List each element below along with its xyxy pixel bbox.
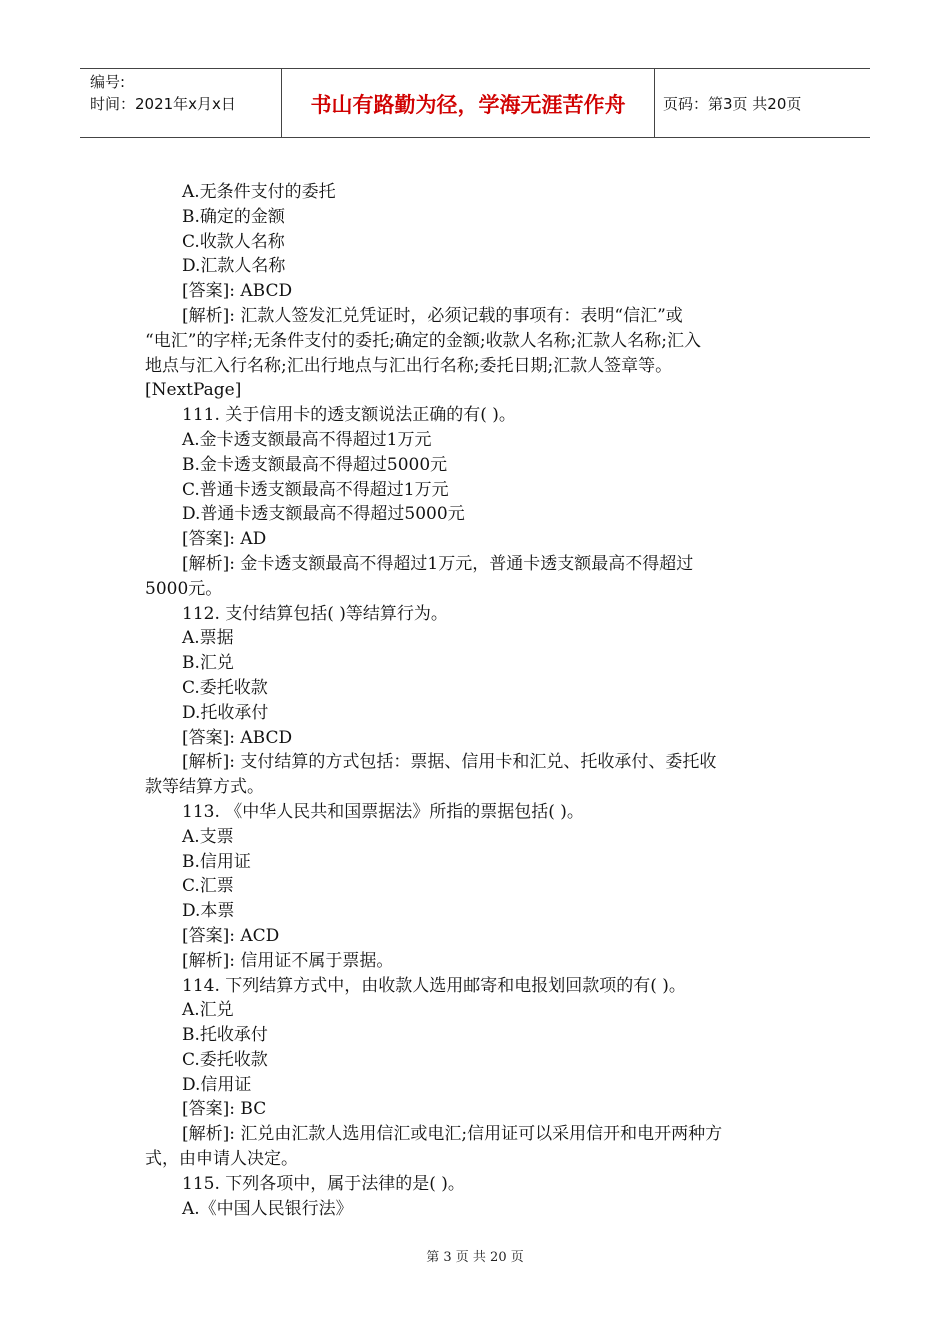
page-footer: 第 3 页 共 20 页	[426, 1250, 524, 1265]
text-line: 5000元。	[145, 578, 223, 599]
text-line: [NextPage]	[145, 380, 242, 401]
text-line: D.托收承付	[182, 702, 269, 723]
text-line: [答案]: ACD	[182, 925, 280, 946]
header-page-number: 页码：第3页 共20页	[663, 95, 802, 113]
text-line: A.票据	[182, 628, 234, 649]
text-line: 112. 支付结算包括( )等结算行为。	[182, 603, 448, 624]
text-line: 款等结算方式。	[145, 777, 264, 798]
text-line: B.信用证	[182, 851, 251, 872]
text-line: 115. 下列各项中，属于法律的是( )。	[182, 1173, 465, 1194]
text-line: C.委托收款	[182, 677, 268, 698]
text-line: B.确定的金额	[182, 206, 285, 227]
text-line: D.普通卡透支额最高不得超过5000元	[182, 504, 465, 525]
header-page-cell	[655, 69, 870, 137]
document-number-label: 编号:	[90, 73, 126, 91]
header-motto-cell	[282, 69, 655, 137]
text-line: [解析]: 金卡透支额最高不得超过1万元，普通卡透支额最高不得超过	[182, 553, 694, 574]
text-line: B.金卡透支额最高不得超过5000元	[182, 454, 448, 475]
text-line: A.支票	[182, 826, 234, 847]
header-motto: 书山有路勤为径，学海无涯苦作舟	[310, 93, 626, 117]
text-line: A.无条件支付的委托	[182, 182, 336, 202]
text-line: 113. 《中华人民共和国票据法》所指的票据包括( )。	[182, 801, 584, 822]
text-line: [解析]: 汇款人签发汇兑凭证时，必须记载的事项有：表明“信汇”或	[182, 305, 683, 326]
text-line: [答案]: BC	[182, 1099, 267, 1120]
text-line: C.普通卡透支额最高不得超过1万元	[182, 479, 449, 500]
text-line: C.委托收款	[182, 1049, 268, 1070]
text-line: D.信用证	[182, 1074, 252, 1095]
text-line: [答案]: ABCD	[182, 727, 293, 748]
text-line: C.汇票	[182, 876, 234, 897]
text-line: [解析]: 信用证不属于票据。	[182, 950, 394, 971]
text-line: A.金卡透支额最高不得超过1万元	[182, 429, 432, 450]
text-line: A.《中国人民银行法》	[182, 1198, 353, 1219]
text-line: B.托收承付	[182, 1025, 268, 1046]
text-line: 114. 下列结算方式中，由收款人选用邮寄和电报划回款项的有( )。	[182, 975, 686, 996]
text-line: [解析]: 汇兑由汇款人选用信汇或电汇;信用证可以采用信开和电开两种方	[182, 1124, 723, 1145]
text-line: [解析]: 支付结算的方式包括：票据、信用卡和汇兑、托收承付、委托收	[182, 752, 717, 773]
text-line: D.本票	[182, 901, 235, 922]
text-line: D.汇款人名称	[182, 256, 286, 277]
page-header	[80, 68, 870, 138]
text-line: A.汇兑	[182, 1000, 234, 1021]
text-line: “电汇”的字样;无条件支付的委托;确定的金额;收款人名称;汇款人名称;汇入	[145, 330, 702, 351]
header-meta	[80, 69, 282, 137]
text-line: [答案]: ABCD	[182, 281, 293, 302]
text-line: C.收款人名称	[182, 231, 285, 252]
document-body	[145, 180, 810, 1221]
text-line: 111. 关于信用卡的透支额说法正确的有( )。	[182, 405, 516, 426]
text-line: B.汇兑	[182, 653, 234, 674]
document-time-label: 时间：2021年x月x日	[90, 95, 236, 113]
text-line: [答案]: AD	[182, 529, 267, 550]
text-line: 地点与汇入行名称;汇出行地点与汇出行名称;委托日期;汇款人签章等。	[145, 355, 673, 376]
text-line: 式，由申请人决定。	[145, 1149, 298, 1170]
